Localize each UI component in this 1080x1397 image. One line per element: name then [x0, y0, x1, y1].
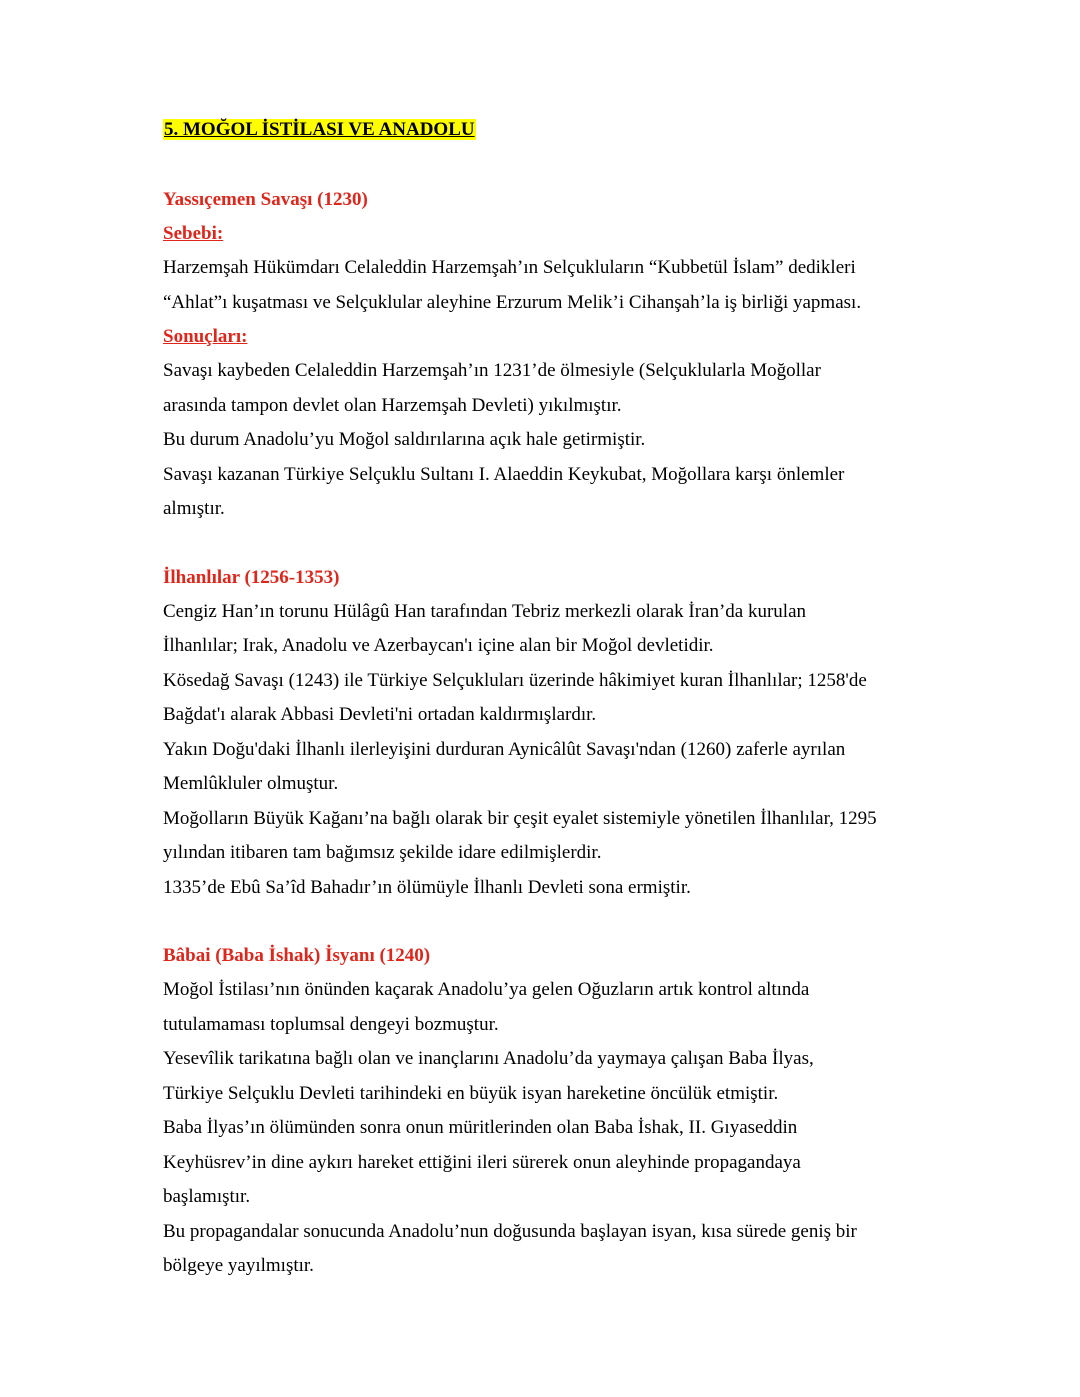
paragraph-line: 1335’de Ebû Sa’îd Bahadır’ın ölümüyle İlhanlı Devleti sona ermiştir.: [163, 876, 691, 898]
paragraph-line: İlhanlılar; Irak, Anadolu ve Azerbaycan'ı içine alan bir Moğol devletidir.: [163, 635, 714, 656]
section-ilhanlilar: [163, 561, 963, 906]
paragraph-line: bölgeye yayılmıştır.: [163, 1255, 314, 1276]
subheading-sonuclari: Sonuçları:: [163, 326, 248, 347]
spacer: [163, 142, 963, 183]
paragraph-line: Savaşı kaybeden Celaleddin Harzemşah’ın 1231’de ölmesiyle (Selçuklularla Moğollar: [163, 360, 821, 381]
paragraph-line: Kösedağ Savaşı (1243) ile Türkiye Selçukluları üzerinde hâkimiyet kuran İlhanlılar; 1258'de: [163, 669, 867, 691]
section-heading: Yassıçemen Savaşı (1230): [163, 189, 368, 210]
section-yassicemen: [163, 183, 963, 527]
document-page: [163, 108, 963, 1284]
paragraph-line: Memlûkluler olmuştur.: [163, 773, 339, 794]
section-heading: Bâbai (Baba İshak) İsyanı (1240): [163, 945, 431, 966]
paragraph-line: Cengiz Han’ın torunu Hülâgû Han tarafından Tebriz merkezli olarak İran’da kurulan: [163, 600, 807, 622]
paragraph-line: almıştır.: [163, 498, 225, 519]
paragraph-line: “Ahlat”ı kuşatması ve Selçuklular aleyhine Erzurum Melik’i Cihanşah’la iş birliği yapması.: [163, 291, 862, 313]
paragraph-line: tutulamaması toplumsal dengeyi bozmuştur.: [163, 1013, 499, 1035]
page-title-highlight: 5. MOĞOL İSTİLASI VE ANADOLU: [164, 119, 475, 140]
paragraph-line: Bağdat'ı alarak Abbasi Devleti'ni ortadan kaldırmışlardır.: [163, 704, 597, 725]
paragraph-line: başlamıştır.: [163, 1186, 251, 1207]
paragraph-line: Harzemşah Hükümdarı Celaleddin Harzemşah’ın Selçukluların “Kubbetül İslam” dedikleri: [163, 257, 856, 278]
paragraph-line: arasında tampon devlet olan Harzemşah Devleti) yıkılmıştır.: [163, 394, 622, 416]
page-title: [163, 118, 963, 142]
paragraph-line: Yakın Doğu'daki İlhanlı ilerleyişini durduran Aynicâlût Savaşı'ndan (1260) zaferle ayrılan: [163, 738, 846, 760]
paragraph-line: Yesevîlik tarikatına bağlı olan ve inançlarını Anadolu’da yaymaya çalışan Baba İlyas,: [163, 1048, 814, 1069]
paragraph-line: Moğol İstilası’nın önünden kaçarak Anadolu’ya gelen Oğuzların artık kontrol altında: [163, 979, 810, 1000]
paragraph-line: Baba İlyas’ın ölümünden sonra onun müritlerinden olan Baba İshak, II. Gıyaseddin: [163, 1117, 798, 1138]
spacer: [163, 905, 963, 939]
subheading-sebebi: Sebebi:: [163, 223, 224, 244]
paragraph-line: Türkiye Selçuklu Devleti tarihindeki en büyük isyan hareketine öncülük etmiştir.: [163, 1082, 779, 1104]
paragraph-line: Bu propagandalar sonucunda Anadolu’nun doğusunda başlayan isyan, kısa sürede geniş bir: [163, 1220, 857, 1242]
section-heading: İlhanlılar (1256-1353): [163, 566, 340, 588]
paragraph-line: Keyhüsrev’in dine aykırı hareket ettiğini ileri sürerek onun aleyhinde propagandaya: [163, 1151, 801, 1173]
paragraph-line: Savaşı kazanan Türkiye Selçuklu Sultanı I. Alaeddin Keykubat, Moğollara karşı önlemler: [163, 463, 845, 485]
paragraph-line: Bu durum Anadolu’yu Moğol saldırılarına açık hale getirmiştir.: [163, 429, 646, 450]
paragraph-line: yılından itibaren tam bağımsız şekilde idare edilmişlerdir.: [163, 842, 602, 863]
paragraph-line: Moğolların Büyük Kağanı’na bağlı olarak bir çeşit eyalet sistemiyle yönetilen İlhanlılar, 1295: [163, 807, 877, 829]
spacer: [163, 527, 963, 561]
section-babai-isyani: [163, 939, 963, 1284]
